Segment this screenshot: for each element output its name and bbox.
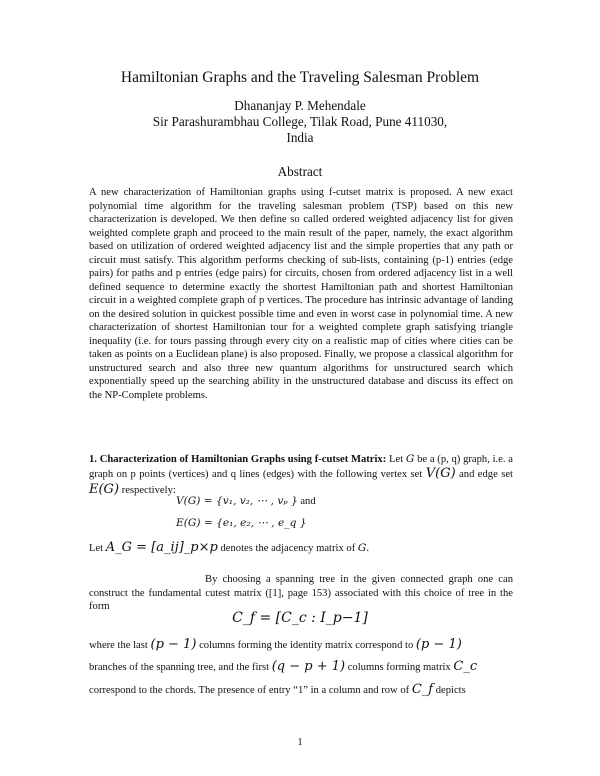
cc-symbol: C_c — [453, 659, 478, 674]
let-word: Let — [89, 543, 104, 554]
author-block — [0, 98, 600, 146]
branches-text-b: columns forming matrix — [347, 662, 451, 673]
author-affiliation: Sir Parashurambhau College, Tilak Road, Pune 411030, — [152, 114, 448, 129]
adjacency-graph: G. — [357, 542, 370, 554]
edge-set-symbol: E(G) — [89, 481, 120, 497]
where-text-a: where the last — [89, 640, 148, 651]
branches-text-a: branches of the spanning tree, and the first — [89, 662, 270, 673]
depicts-text: depicts — [435, 685, 466, 696]
vertex-set-equation — [176, 495, 316, 507]
page-number: 1 — [297, 737, 303, 748]
edge-set-formula: E(G) = {e₁, e₂, ⋯ , e_q } — [176, 517, 307, 529]
spanning-tree-paragraph: By choosing a spanning tree in the given connected graph one can construct the fundamental cutest matrix ([1], page 153) associated with this choice of tree in the form — [89, 574, 513, 612]
cf-equation — [0, 610, 600, 627]
and-word: and — [300, 496, 316, 507]
cf-formula: C_f = [C_c : I_p−1] — [232, 610, 368, 626]
cf-symbol: C_f — [411, 682, 434, 697]
paper-title: Hamiltonian Graphs and the Traveling Salesman Problem — [120, 69, 480, 86]
abstract-heading: Abstract — [277, 164, 323, 179]
section1-heading: 1. Characterization of Hamiltonian Graphs using f-cutset Matrix: — [89, 454, 387, 465]
intro-text: be a (p, q) graph, i.e. a graph on p points (vertices) and q lines (edges) with the following vertex set — [89, 454, 513, 481]
section1-paragraph — [89, 452, 513, 498]
respectively-text: respectively: — [121, 484, 176, 496]
p-minus-1-formula: (p − 1) — [150, 637, 197, 652]
author-name: Dhananjay P. Mehendale — [234, 98, 366, 113]
vertex-set-formula: V(G) = {v₁, v₂, ⋯ , vₚ } — [176, 495, 298, 507]
chords-line — [89, 682, 466, 697]
chords-text: correspond to the chords. The presence of entry “1” in a column and row of — [89, 685, 410, 696]
q-p-formula: (q − p + 1) — [271, 659, 346, 674]
adjacency-formula: A_G = [a_ij]_p×p — [105, 540, 218, 555]
adjacency-text: denotes the adjacency matrix of — [220, 543, 356, 554]
intro-let: Let — [389, 454, 404, 465]
edge-set-label: and edge set — [459, 469, 513, 481]
p-minus-1-formula-b: (p − 1) — [415, 637, 462, 652]
adjacency-line — [89, 540, 369, 555]
vertex-set-symbol: V(G) — [425, 466, 456, 482]
where-line — [89, 637, 462, 652]
branches-line — [89, 659, 477, 674]
author-country: India — [286, 130, 314, 145]
abstract-text: A new characterization of Hamiltonian graphs using f-cutset matrix is proposed. A new exact polynomial time algorithm for the traveling salesman problem (TSP) based on this new characterization is developed. We then define so called ordered weighted adjacency list for given weighted complete graph and proceed to the main result of the paper, namely, the exact algorithm based on utilization of ordered weighted adjacency list and the simple properties that any path or circuit must satisfy. This algorithm performs checking of sub-lists, containing (p-1) entries (edge pairs) for paths and p entries (edge pairs) for circuits, chosen from ordered adjacency list in a well defined sequence to determine exactly the shortest Hamiltonian path and shortest Hamiltonian circuit in a weighted complete graph of p vertices. The procedure has intrinsic advantage of landing on the desired solution in quickest possible time and even in worst case in polynomial time. A new characterization of shortest Hamiltonian tour for a weighted complete graph satisfying triangle inequality (i.e. for tours passing through every city on a realistic map of cities where cities can be taken as points on a Euclidean plane) is also proposed. Finally, we propose a classical algorithm for unstructured search and also three new quantum algorithms for unstructured search which exponentially speed up the searching ability in the unstructured database and discuss its effect on the NP-Complete problems. — [89, 187, 513, 401]
graph-symbol: G — [405, 453, 415, 465]
edge-set-equation — [176, 517, 306, 529]
where-text-b: columns forming the identity matrix correspond to — [199, 640, 414, 651]
